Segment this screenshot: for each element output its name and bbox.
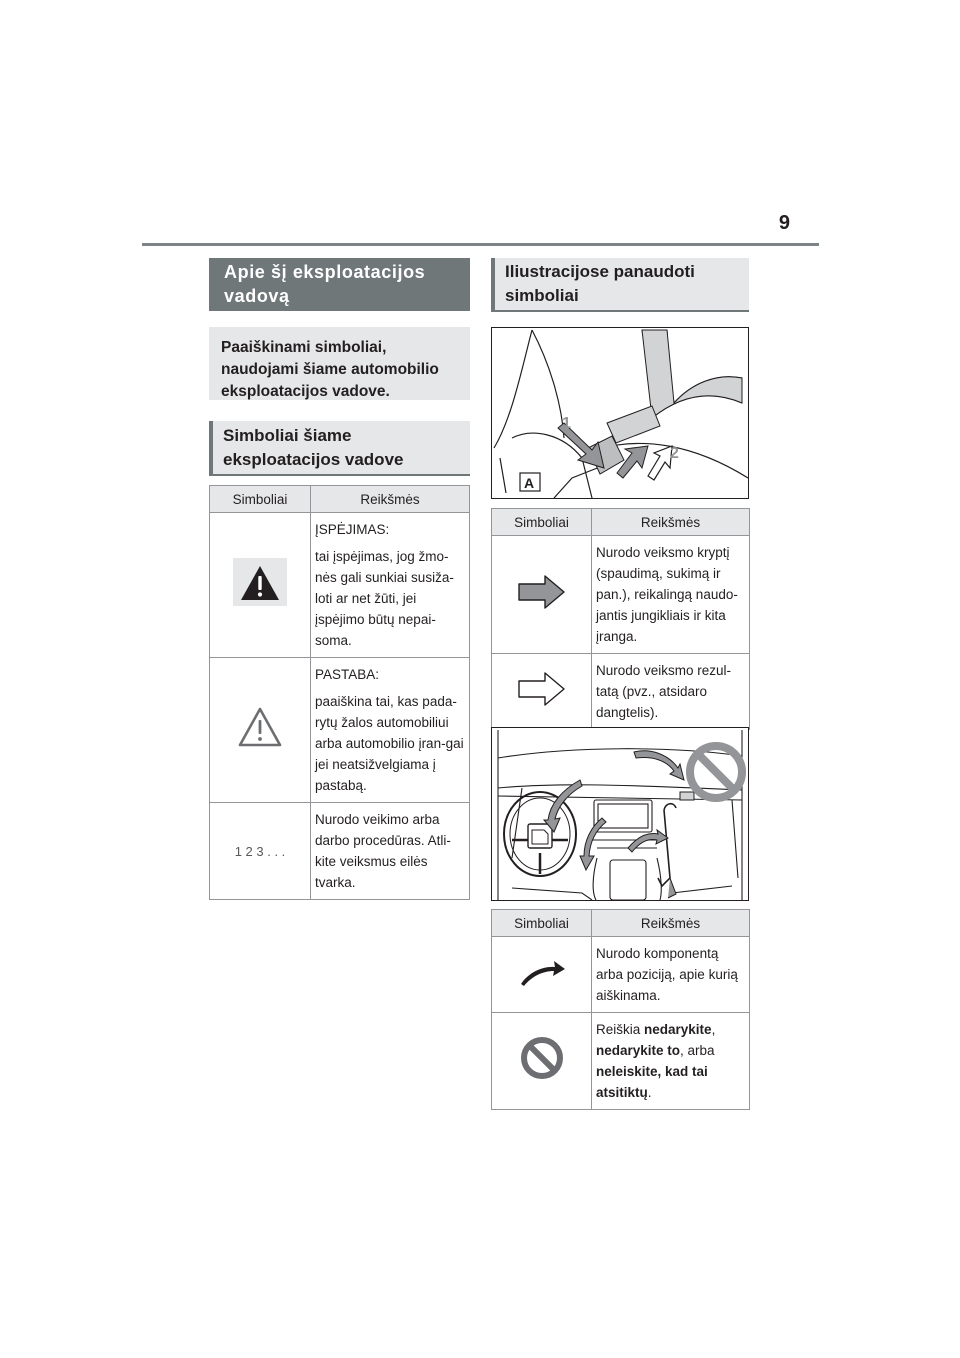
dashboard-illustration <box>491 727 749 901</box>
top-rule <box>142 243 819 246</box>
table-header-row <box>492 509 750 536</box>
symbols-table-left <box>209 485 470 900</box>
symbol-cell <box>492 536 592 654</box>
meaning-cell <box>311 803 470 900</box>
meaning-cell <box>311 513 470 658</box>
notice-text: paaiškina tai, kas pada-rytų žalos automobiliui arba automobilio įran-gai jei neatsižvelgiama į pastabą. <box>315 694 464 793</box>
symbols-table-right-2 <box>491 909 750 1110</box>
symbol-cell <box>210 513 311 658</box>
intro-text: Paaiškinami simboliai, naudojami šiame automobilio eksploatacijos vadove. <box>209 327 470 400</box>
prohibition-icon <box>518 1034 566 1082</box>
curved-arrow-icon <box>517 956 567 988</box>
table-header-row <box>492 910 750 937</box>
section-title-right: Iliustracijose panaudoti simboliai <box>491 258 749 312</box>
symbols-table-right-1 <box>491 508 750 730</box>
table-row <box>492 536 750 654</box>
prohibition-sep-2: , arba <box>680 1043 715 1058</box>
col-header-meaning: Reikšmės <box>592 509 750 536</box>
meaning-cell <box>592 1013 750 1110</box>
col-header-symbols: Simboliai <box>492 910 592 937</box>
table-row <box>492 654 750 730</box>
symbol-cell <box>492 1013 592 1110</box>
prohibition-sep-1: , <box>711 1022 716 1037</box>
meaning-cell <box>592 536 750 654</box>
outline-arrow-text: Nurodo veiksmo rezul-tatą (pvz., atsidaro dangtelis). <box>596 663 732 720</box>
label-1: 1 <box>562 415 571 432</box>
col-header-meaning: Reikšmės <box>592 910 750 937</box>
col-header-symbols: Simboliai <box>492 509 592 536</box>
curved-arrow-text: Nurodo komponentą arba poziciją, apie kurią aiškinama. <box>596 946 738 1003</box>
prohibition-bold-2: nedarykite to <box>596 1043 681 1058</box>
meaning-cell <box>311 658 470 803</box>
prohibition-sep-3: . <box>647 1085 652 1100</box>
meaning-cell <box>592 654 750 730</box>
symbol-cell <box>492 937 592 1013</box>
notice-triangle-outline-icon <box>235 705 285 749</box>
seatbelt-illustration <box>491 327 749 499</box>
symbol-cell <box>210 803 311 900</box>
prohibition-text <box>596 1019 746 1103</box>
steps-icon: 1 2 3 . . . <box>234 843 286 859</box>
filled-arrow-icon <box>517 574 567 610</box>
table-row <box>492 1013 750 1110</box>
table-row <box>210 803 470 900</box>
table-header-row <box>210 486 470 513</box>
col-header-meaning: Reikšmės <box>311 486 470 513</box>
symbol-cell <box>492 654 592 730</box>
prohibition-bold-3: neleiskite, kad tai atsitiktų <box>596 1064 708 1100</box>
table-row <box>210 658 470 803</box>
prohibition-bold-1: nedarykite <box>644 1022 712 1037</box>
table-row <box>210 513 470 658</box>
warning-text: tai įspėjimas, jog žmo-nės gali sunkiai susiža-loti ar net žūti, jei įspėjimo būtų nepai-soma. <box>315 549 454 648</box>
page-number: 9 <box>778 212 790 234</box>
label-a: A <box>524 475 535 491</box>
subsection-rule <box>209 474 470 476</box>
subsection-title: Simboliai šiame eksploatacijos vadove <box>209 421 470 474</box>
filled-arrow-text: Nurodo veiksmo kryptį (spaudimą, sukimą ir pan.), reikalingą naudo-jantis jungikliais ir kita įranga. <box>596 545 738 644</box>
label-2: 2 <box>670 445 679 462</box>
steps-text: Nurodo veikimo arba darbo procedūras. Atli-kite veiksmus eilės tvarka. <box>315 812 451 890</box>
warning-label: ĮSPĖJIMAS: <box>315 522 390 537</box>
prohibition-prefix: Reiškia <box>596 1022 645 1037</box>
section-title-left: Apie šį eksploatacijos vadovą <box>209 258 470 311</box>
notice-label: PASTABA: <box>315 667 380 682</box>
warning-triangle-filled-icon <box>233 558 287 606</box>
meaning-cell <box>592 937 750 1013</box>
table-row <box>492 937 750 1013</box>
col-header-symbols: Simboliai <box>210 486 311 513</box>
symbol-cell <box>210 658 311 803</box>
outline-arrow-icon <box>517 671 567 707</box>
